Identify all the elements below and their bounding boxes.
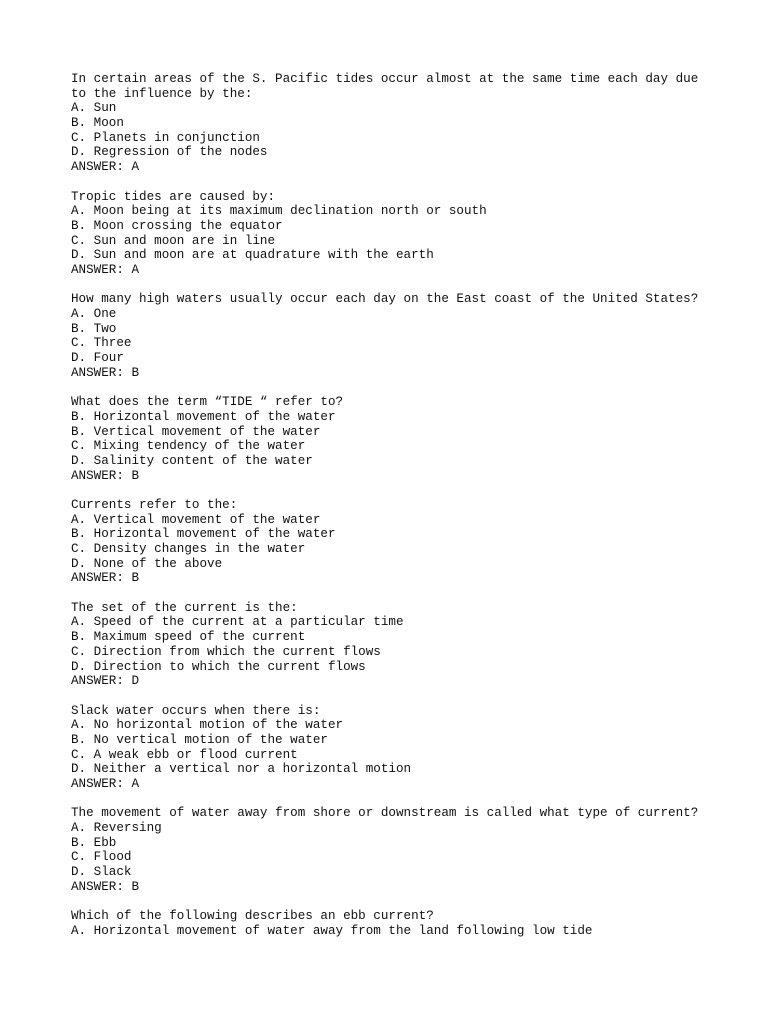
- question-text: Which of the following describes an ebb current?: [71, 909, 434, 924]
- question-block: [71, 292, 731, 380]
- document-page: [71, 72, 731, 953]
- answer-option: D. Slack: [71, 865, 132, 880]
- answer-key: ANSWER: B: [71, 365, 140, 380]
- answer-key: ANSWER: A: [71, 777, 140, 791]
- question-text: How many high waters usually occur each day on the East coast of the United States?: [71, 292, 699, 307]
- answer-option: B. Moon: [71, 116, 124, 131]
- question-text: to the influence by the:: [71, 86, 253, 101]
- question-text: The set of the current is the:: [71, 600, 298, 615]
- answer-option: D. None of the above: [71, 556, 223, 571]
- question-text: The movement of water away from shore or downstream is called what type of current?: [71, 806, 699, 821]
- question-block: [71, 704, 731, 792]
- answer-option: A. Moon being at its maximum declination north or south: [71, 204, 487, 219]
- answer-option: D. Sun and moon are at quadrature with the earth: [71, 248, 434, 263]
- question-text: Slack water occurs when there is:: [71, 703, 321, 718]
- answer-option: A. One: [71, 307, 117, 321]
- answer-option: B. Ebb: [71, 835, 117, 850]
- answer-key: ANSWER: D: [71, 674, 140, 689]
- answer-key: ANSWER: B: [71, 571, 140, 586]
- question-block: [71, 909, 731, 938]
- answer-option: B. Moon crossing the equator: [71, 218, 283, 233]
- answer-option: C. Flood: [71, 850, 132, 865]
- answer-option: D. Neither a vertical nor a horizontal motion: [71, 762, 412, 777]
- answer-key: ANSWER: A: [71, 262, 140, 277]
- question-block: [71, 498, 731, 586]
- answer-option: D. Salinity content of the water: [71, 453, 313, 468]
- answer-option: B. Vertical movement of the water: [71, 424, 321, 439]
- question-block: [71, 601, 731, 689]
- answer-option: D. Direction to which the current flows: [71, 659, 366, 674]
- question-text: Tropic tides are caused by:: [71, 189, 276, 204]
- answer-option: B. No vertical motion of the water: [71, 732, 328, 747]
- answer-option: C. A weak ebb or flood current: [71, 747, 298, 762]
- answer-option: D. Four: [71, 351, 124, 366]
- answer-option: D. Regression of the nodes: [71, 145, 268, 160]
- answer-option: C. Sun and moon are in line: [71, 233, 276, 248]
- question-block: [71, 806, 731, 894]
- answer-option: B. Two: [71, 321, 117, 336]
- answer-option: C. Density changes in the water: [71, 542, 306, 556]
- answer-option: B. Maximum speed of the current: [71, 630, 306, 645]
- answer-option: A. Sun: [71, 101, 117, 116]
- answer-option: B. Horizontal movement of the water: [71, 527, 336, 542]
- answer-option: C. Direction from which the current flows: [71, 644, 381, 659]
- answer-option: A. Vertical movement of the water: [71, 512, 321, 527]
- answer-option: C. Planets in conjunction: [71, 130, 260, 145]
- answer-key: ANSWER: B: [71, 879, 140, 894]
- answer-option: C. Mixing tendency of the water: [71, 439, 306, 454]
- question-block: [71, 72, 731, 175]
- answer-option: B. Horizontal movement of the water: [71, 409, 336, 424]
- answer-key: ANSWER: A: [71, 160, 140, 175]
- answer-option: A. Speed of the current at a particular time: [71, 615, 404, 630]
- answer-option: A. Reversing: [71, 821, 162, 836]
- answer-option: C. Three: [71, 336, 132, 351]
- answer-key: ANSWER: B: [71, 468, 140, 483]
- answer-option: A. Horizontal movement of water away from the land following low tide: [71, 923, 593, 938]
- answer-option: A. No horizontal motion of the water: [71, 718, 344, 733]
- question-text: Currents refer to the:: [71, 497, 238, 512]
- question-block: [71, 190, 731, 278]
- question-text: What does the term “TIDE “ refer to?: [71, 395, 344, 410]
- question-block: [71, 395, 731, 483]
- question-text: In certain areas of the S. Pacific tides occur almost at the same time each day due: [71, 72, 699, 86]
